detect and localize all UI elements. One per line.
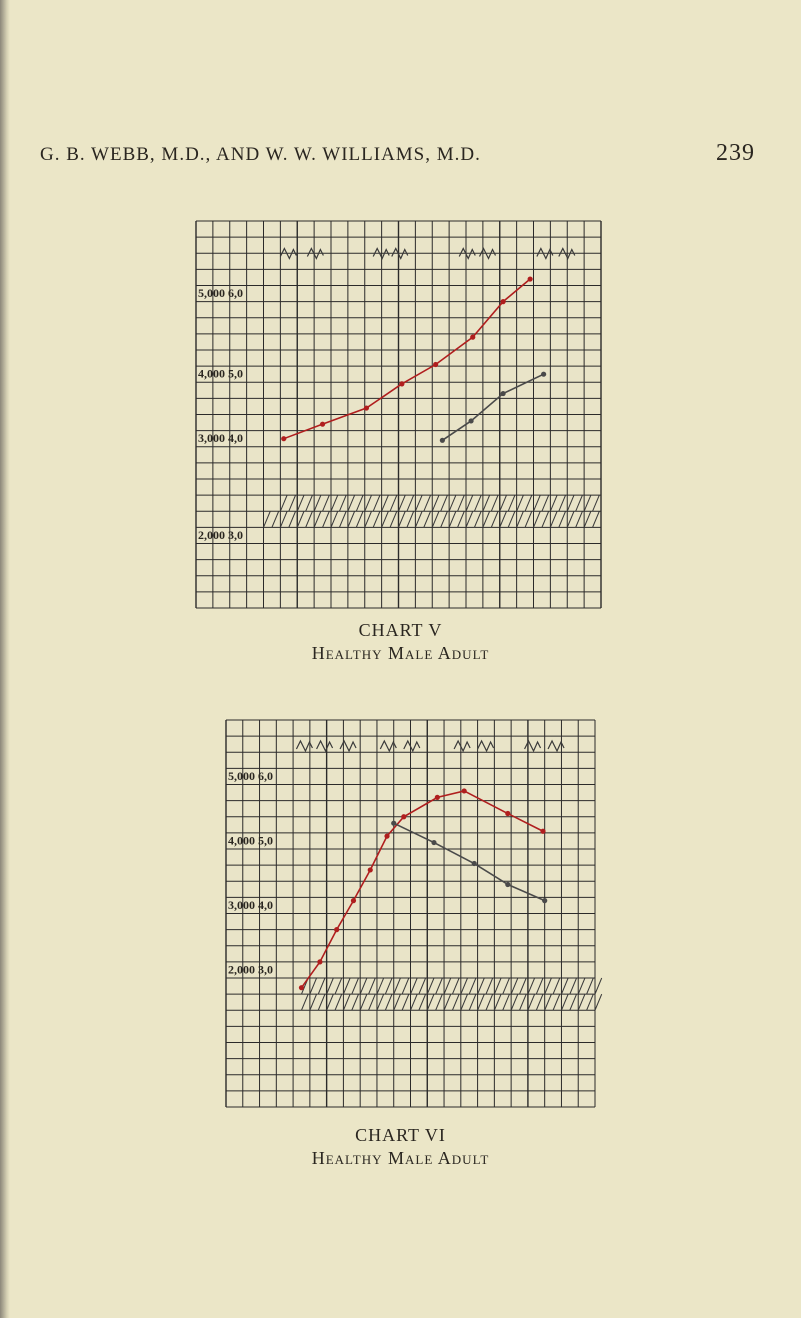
hatch-row	[478, 994, 485, 1010]
chart-vi-title: CHART VI	[355, 1125, 446, 1145]
trace-point	[501, 299, 506, 304]
trace-point	[317, 959, 322, 964]
hatch-row	[348, 511, 355, 527]
hatch-row	[390, 511, 397, 527]
trace-point	[472, 861, 477, 866]
hatch-row	[394, 978, 401, 994]
hatch-row	[436, 994, 443, 1010]
handwritten-mark	[478, 741, 494, 751]
trace-point	[399, 381, 404, 386]
hatch-row	[432, 511, 439, 527]
hatch-row	[411, 994, 418, 1010]
hatch-row	[289, 511, 296, 527]
hatch-row	[550, 511, 557, 527]
hatch-row	[553, 978, 560, 994]
hatch-row	[301, 994, 308, 1010]
hatch-row	[441, 511, 448, 527]
hatch-row	[458, 511, 465, 527]
hatch-row	[466, 511, 473, 527]
hatch-row	[461, 978, 468, 994]
hatch-row	[466, 495, 473, 511]
header-authors: G. B. WEBB, M.D., AND W. W. WILLIAMS, M.D.	[40, 144, 481, 165]
trace-point	[435, 795, 440, 800]
chart-vi-grid	[226, 720, 595, 1107]
hatch-row	[545, 994, 552, 1010]
trace-point	[541, 372, 546, 377]
hatch-row	[335, 994, 342, 1010]
row-label: 5,000 6,0	[198, 286, 243, 301]
hatch-row	[424, 495, 431, 511]
page-number: 239	[716, 140, 755, 166]
hatch-row	[542, 511, 549, 527]
hatch-row	[306, 495, 313, 511]
hatch-row	[458, 495, 465, 511]
hatch-row	[553, 994, 560, 1010]
trace-point	[540, 829, 545, 834]
hatch-row	[356, 495, 363, 511]
hatch-row	[491, 511, 498, 527]
hatch-row	[385, 978, 392, 994]
trace-point	[470, 335, 475, 340]
hatch-row	[297, 495, 304, 511]
hatch-row	[576, 511, 583, 527]
hatch-row	[545, 978, 552, 994]
hatch-row	[525, 495, 532, 511]
hatch-row	[327, 994, 334, 1010]
hatch-row	[369, 994, 376, 1010]
hatch-row	[474, 495, 481, 511]
hatch-row	[360, 978, 367, 994]
hatch-row	[402, 978, 409, 994]
hatch-row	[356, 511, 363, 527]
trace-point	[364, 405, 369, 410]
hatch-row	[323, 511, 330, 527]
hatch-row	[561, 994, 568, 1010]
hatch-row	[327, 978, 334, 994]
hatch-row	[343, 978, 350, 994]
row-label: 3,000 4,0	[198, 431, 243, 446]
row-label: 4,000 5,0	[228, 833, 273, 848]
hatch-row	[373, 511, 380, 527]
hatch-row	[424, 511, 431, 527]
running-header	[40, 140, 761, 170]
hatch-row	[382, 511, 389, 527]
trace-point	[505, 811, 510, 816]
trace-point	[384, 834, 389, 839]
hatch-row	[339, 495, 346, 511]
hatch-row	[511, 978, 518, 994]
hatch-row	[542, 495, 549, 511]
hatch-row	[508, 511, 515, 527]
chart-vi-trace	[301, 791, 543, 988]
hatch-row	[331, 511, 338, 527]
hatch-row	[595, 994, 602, 1010]
hatch-row	[595, 978, 602, 994]
hatch-row	[369, 978, 376, 994]
hatch-row	[427, 994, 434, 1010]
hatch-row	[272, 511, 279, 527]
hatch-row	[550, 495, 557, 511]
trace-point	[501, 391, 506, 396]
hatch-row	[306, 511, 313, 527]
hatch-row	[419, 978, 426, 994]
hatch-row	[503, 978, 510, 994]
hatch-row	[511, 994, 518, 1010]
hatch-row	[432, 495, 439, 511]
hatch-row	[365, 495, 372, 511]
hatch-row	[310, 994, 317, 1010]
hatch-row	[584, 511, 591, 527]
hatch-row	[419, 994, 426, 1010]
hatch-row	[494, 994, 501, 1010]
trace-point	[440, 438, 445, 443]
hatch-row	[444, 978, 451, 994]
hatch-row	[593, 511, 600, 527]
hatch-row	[377, 994, 384, 1010]
trace-point	[299, 985, 304, 990]
hatch-row	[587, 994, 594, 1010]
hatch-row	[570, 994, 577, 1010]
hatch-row	[503, 994, 510, 1010]
hatch-row	[360, 994, 367, 1010]
chart-vi-trace-secondary	[394, 823, 545, 900]
hatch-row	[436, 978, 443, 994]
row-label: 2,000 3,0	[228, 962, 273, 977]
hatch-row	[559, 511, 566, 527]
chart-vi-svg	[226, 720, 595, 1107]
chart-vi-caption	[0, 1125, 801, 1169]
hatch-row	[570, 978, 577, 994]
hatch-row	[536, 994, 543, 1010]
chart-v-subtitle: Healthy Male Adult	[311, 643, 490, 663]
hatch-row	[520, 978, 527, 994]
handwritten-mark	[525, 741, 541, 751]
hatch-row	[289, 495, 296, 511]
hatch-row	[377, 978, 384, 994]
hatch-row	[508, 495, 515, 511]
hatch-row	[411, 978, 418, 994]
hatch-row	[486, 994, 493, 1010]
hatch-row	[491, 495, 498, 511]
row-label: 3,000 4,0	[228, 897, 273, 912]
trace-point	[281, 436, 286, 441]
hatch-row	[449, 511, 456, 527]
hatch-row	[517, 511, 524, 527]
hatch-row	[407, 495, 414, 511]
hatch-row	[584, 495, 591, 511]
hatch-row	[415, 511, 422, 527]
hatch-row	[452, 978, 459, 994]
hatch-row	[559, 495, 566, 511]
hatch-row	[525, 511, 532, 527]
hatch-row	[483, 511, 490, 527]
hatch-row	[517, 495, 524, 511]
hatch-row	[382, 495, 389, 511]
hatch-row	[520, 994, 527, 1010]
hatch-row	[528, 978, 535, 994]
trace-point	[351, 898, 356, 903]
hatch-row	[536, 978, 543, 994]
hatch-row	[314, 495, 321, 511]
hatch-row	[297, 511, 304, 527]
hatch-row	[399, 495, 406, 511]
chart-v-svg	[196, 221, 601, 608]
hatch-row	[365, 511, 372, 527]
trace-point	[462, 788, 467, 793]
chart-v-title: CHART V	[358, 620, 443, 640]
hatch-row	[452, 994, 459, 1010]
hatch-row	[339, 511, 346, 527]
trace-point	[468, 418, 473, 423]
hatch-row	[280, 495, 287, 511]
hatch-row	[373, 495, 380, 511]
hatch-row	[534, 495, 541, 511]
hatch-row	[486, 978, 493, 994]
trace-point	[505, 882, 510, 887]
hatch-row	[314, 511, 321, 527]
hatch-row	[534, 511, 541, 527]
hatch-row	[461, 994, 468, 1010]
trace-point	[391, 821, 396, 826]
hatch-row	[402, 994, 409, 1010]
hatch-row	[494, 978, 501, 994]
trace-point	[401, 814, 406, 819]
handwritten-mark	[454, 741, 470, 751]
hatch-row	[390, 495, 397, 511]
hatch-row	[441, 495, 448, 511]
hatch-row	[385, 994, 392, 1010]
hatch-row	[310, 978, 317, 994]
hatch-row	[280, 511, 287, 527]
handwritten-mark	[404, 741, 420, 751]
trace-point	[320, 422, 325, 427]
handwritten-mark	[340, 741, 356, 751]
row-label: 2,000 3,0	[198, 527, 243, 542]
hatch-row	[394, 994, 401, 1010]
trace-point	[368, 867, 373, 872]
hatch-row	[318, 994, 325, 1010]
hatch-row	[567, 495, 574, 511]
hatch-row	[331, 495, 338, 511]
trace-point	[433, 362, 438, 367]
hatch-row	[469, 994, 476, 1010]
row-label: 4,000 5,0	[198, 366, 243, 381]
hatch-row	[500, 495, 507, 511]
chart-vi-subtitle: Healthy Male Adult	[311, 1148, 490, 1168]
chart-v-caption	[0, 620, 801, 664]
hatch-row	[352, 994, 359, 1010]
hatch-row	[528, 994, 535, 1010]
handwritten-mark	[317, 741, 333, 751]
row-label: 5,000 6,0	[228, 768, 273, 783]
trace-point	[542, 898, 547, 903]
chart-v-grid	[196, 221, 601, 608]
hatch-row	[561, 978, 568, 994]
hatch-row	[318, 978, 325, 994]
hatch-row	[576, 495, 583, 511]
hatch-row	[578, 978, 585, 994]
hatch-row	[449, 495, 456, 511]
hatch-row	[469, 978, 476, 994]
hatch-row	[352, 978, 359, 994]
hatch-row	[478, 978, 485, 994]
hatch-row	[578, 994, 585, 1010]
hatch-row	[593, 495, 600, 511]
hatch-row	[399, 511, 406, 527]
trace-point	[334, 927, 339, 932]
hatch-row	[348, 495, 355, 511]
hatch-row	[264, 511, 271, 527]
hatch-row	[483, 495, 490, 511]
hatch-row	[427, 978, 434, 994]
hatch-row	[474, 511, 481, 527]
hatch-row	[500, 511, 507, 527]
trace-point	[528, 276, 533, 281]
hatch-row	[407, 511, 414, 527]
hatch-row	[335, 978, 342, 994]
hatch-row	[415, 495, 422, 511]
hatch-row	[587, 978, 594, 994]
hatch-row	[444, 994, 451, 1010]
hatch-row	[343, 994, 350, 1010]
hatch-row	[323, 495, 330, 511]
hatch-row	[567, 511, 574, 527]
trace-point	[431, 840, 436, 845]
